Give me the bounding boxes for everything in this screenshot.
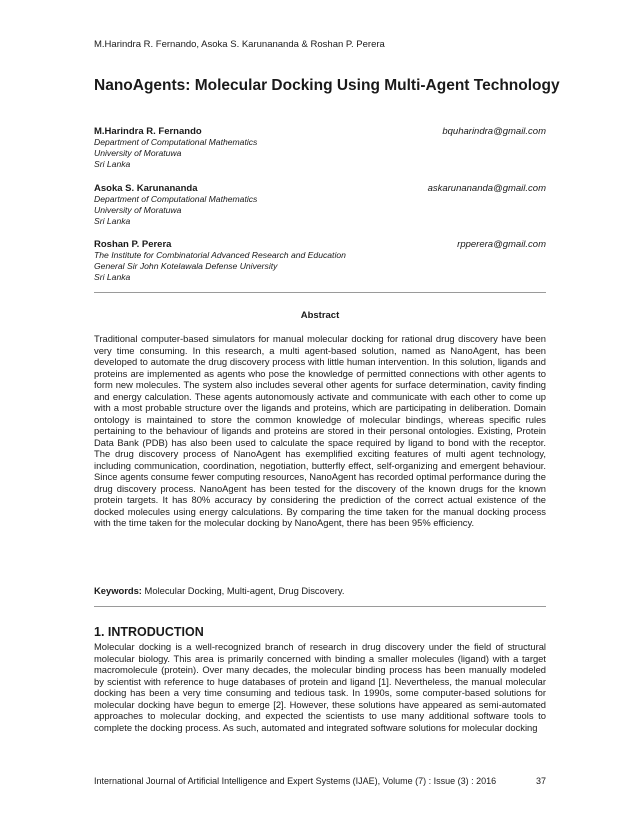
running-head: M.Harindra R. Fernando, Asoka S. Karunananda & Roshan P. Perera	[94, 39, 385, 50]
keywords-label: Keywords:	[94, 585, 142, 596]
author-email: askarunananda@gmail.com	[427, 183, 546, 194]
introduction-text: Molecular docking is a well-recognized branch of research in drug discovery under the field of structural molecular biology. This area is primarily concerned with binding a smaller molecules (ligand) with a target macromolecule (protein). Over many decades, the molecular binding process has been manually modeled by scientist with reference to huge databases of protein and ligand [1]. Nevertheless, the manual molecular docking has been a very time consuming and tedious task. In 1990s, some computer-based solutions for molecular docking have begun to emerge [2]. However, these solutions have appeared as semi-automated approaches to molecular docking, and expected the scientists to use many additional software tools to complete the docking process. As such, automated and integrated software solutions for molecular docking	[94, 641, 546, 733]
author-block	[94, 183, 546, 227]
author-name: M.Harindra R. Fernando	[94, 126, 202, 137]
page-number: 37	[535, 776, 546, 786]
author-institution: General Sir John Kotelawala Defense University	[94, 261, 278, 271]
author-country: Sri Lanka	[94, 272, 131, 282]
abstract-heading: Abstract	[300, 310, 340, 321]
author-block	[94, 126, 546, 170]
divider	[94, 292, 546, 293]
author-institution: University of Moratuwa	[94, 205, 182, 215]
divider	[94, 606, 546, 607]
author-email: bquharindra@gmail.com	[442, 126, 546, 137]
abstract-text: Traditional computer-based simulators for manual molecular docking for rational drug discovery have been very time consuming. In this research, a multi agent-based solution, named as NanoAgent, has been developed to automate the drug discovery process with little human intervention. In this solution, ligands and proteins are implemented as agents who pose the knowledge of permitted connections with other agents to form new molecules. The system also includes several other agents for surface determination, cavity finding and energy calculation. These agents autonomously activate and communicate with each other to come up with a most probable structure over the ligands and proteins, which are participating in deliberation. Domain ontology is maintained to store the common knowledge of molecular bindings, whereas specific rules pertaining to the behaviour of ligands and proteins are stored in their personal ontologies. Existing, Protein Data Bank (PDB) has also been used to calculate the space required by ligand to bond with the receptor. The drug discovery process of NanoAgent has exemplified exciting features of multi agent technology, including communication, coordination, negotiation, butterfly effect, self-organizing and emergent behaviour. Since agents consume fewer computing resources, NanoAgent has recorded optimal performance during the drug discovery process. NanoAgent has been tested for the discovery of the known drugs for the known protein targets. It has 80% accuracy by considering the prediction of the correct actual existence of the docked molecules using energy calculations. By comparing the time taken for the manual docking process with the time taken for the molecular docking by NanoAgent, there has been 95% efficiency.	[94, 333, 546, 528]
author-institution: University of Moratuwa	[94, 148, 182, 158]
section-heading: 1. INTRODUCTION	[94, 625, 204, 639]
author-department: Department of Computational Mathematics	[94, 137, 258, 147]
author-block	[94, 239, 546, 283]
author-name: Roshan P. Perera	[94, 239, 172, 250]
keywords-text: Molecular Docking, Multi-agent, Drug Discovery.	[144, 585, 345, 596]
author-country: Sri Lanka	[94, 216, 131, 226]
journal-citation: International Journal of Artificial Intelligence and Expert Systems (IJAE), Volume (7) : Issue (3) : 2016	[94, 776, 497, 786]
author-email: rpperera@gmail.com	[457, 239, 546, 250]
author-country: Sri Lanka	[94, 159, 131, 169]
keywords	[94, 585, 546, 596]
author-name: Asoka S. Karunananda	[94, 183, 198, 194]
author-department: The Institute for Combinatorial Advanced Research and Education	[94, 250, 346, 260]
page-footer	[94, 776, 546, 786]
paper-title: NanoAgents: Molecular Docking Using Multi-Agent Technology	[94, 77, 560, 94]
author-department: Department of Computational Mathematics	[94, 194, 258, 204]
